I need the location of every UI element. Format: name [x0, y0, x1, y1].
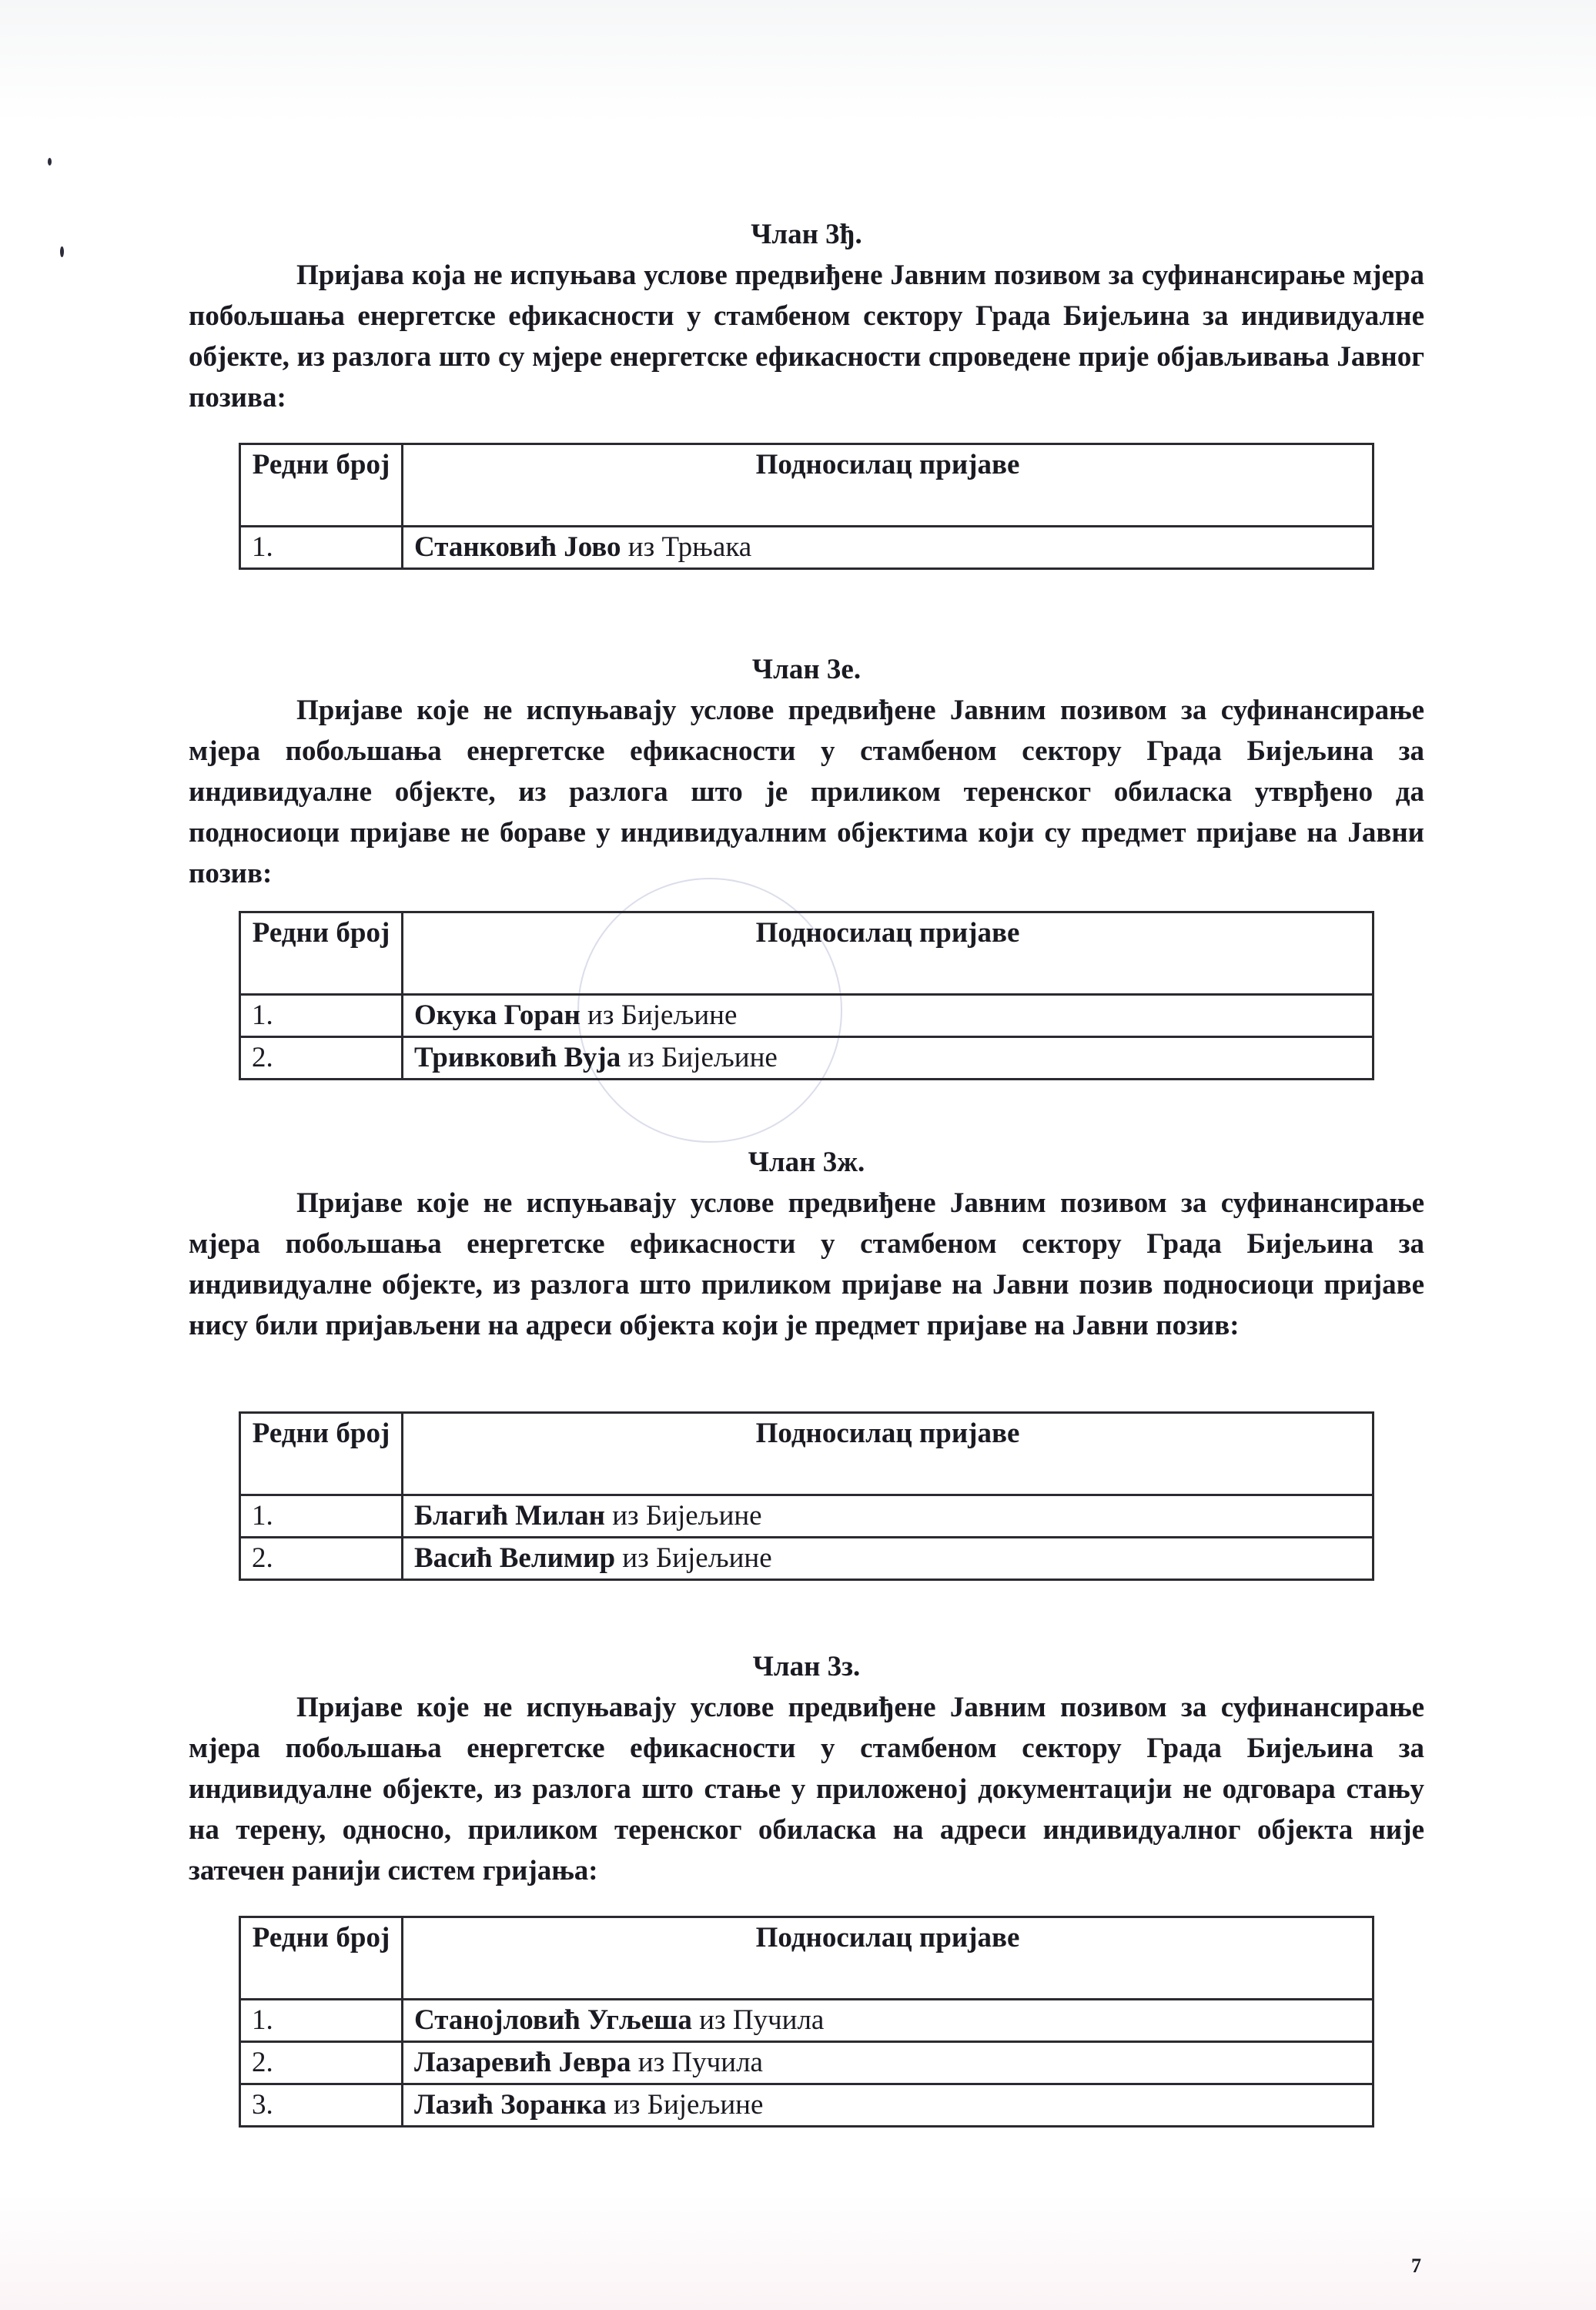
applicants-table	[239, 443, 1374, 570]
article-title: Члан 3з.	[752, 1651, 861, 1682]
table-row	[240, 2042, 1373, 2084]
applicant-name: Васић Велимир	[414, 1542, 616, 1574]
column-header-applicant: Подносилац пријаве	[403, 444, 1373, 527]
applicant-name: Станковић Јово	[414, 531, 621, 563]
column-header-number: Редни број	[240, 1917, 403, 2000]
article-3z	[189, 1650, 1424, 2121]
applicant-cell	[403, 2084, 1373, 2127]
applicant-name: Тривковић Вуја	[414, 1042, 621, 1073]
applicant-name: Окука Горан	[414, 999, 581, 1031]
article-title: Члан 3ђ.	[751, 219, 862, 250]
table-row	[240, 995, 1373, 1037]
article-3zh	[189, 1146, 1424, 1574]
article-body: Пријава која не испуњава услове предвиђене Јавним позивом за суфинансирање мјера побољшања енергетске ефикасности у стамбеном сектору Града Бијељина за индивидуалне објекте, из разлога што су мјере енергетске ефикасности спроведене прије објављивања Јавног позива:	[189, 259, 1424, 413]
column-header-number: Редни број	[240, 912, 403, 995]
applicant-name: Благић Милан	[414, 1500, 605, 1532]
applicants-table	[239, 1411, 1374, 1581]
table-row	[240, 2084, 1373, 2127]
column-header-number: Редни број	[240, 444, 403, 527]
scan-speck	[60, 246, 64, 257]
article-title: Члан 3ж.	[748, 1147, 865, 1178]
applicant-cell	[403, 2042, 1373, 2084]
applicant-cell	[403, 1495, 1373, 1538]
article-body: Пријаве које не испуњавају услове предвиђене Јавним позивом за суфинансирање мјера побољшања енергетске ефикасности у стамбеном сектору Града Бијељина за индивидуалне објекте, из разлога што приликом пријаве на Јавни позив подносиоци пријаве нису били пријављени на адреси објекта који је предмет пријаве на Јавни позив:	[189, 1187, 1424, 1341]
row-number: 2.	[240, 2042, 403, 2084]
applicant-name: Лазаревић Јевра	[414, 2047, 631, 2078]
applicant-place: из Пучила	[637, 2047, 763, 2078]
table-row	[240, 2000, 1373, 2042]
article-title: Члан 3е.	[751, 654, 862, 685]
applicant-place: из Трњака	[627, 531, 752, 563]
applicants-table	[239, 911, 1374, 1080]
applicant-place: из Пучила	[699, 2004, 825, 2036]
row-number: 1.	[240, 995, 403, 1037]
table-row	[240, 527, 1373, 569]
article-body: Пријаве које не испуњавају услове предвиђене Јавним позивом за суфинансирање мјера побољшања енергетске ефикасности у стамбеном сектору Града Бијељина за индивидуалне објекте, из разлога што стање у приложеној документацији не одговара стању на терену, односно, приликом теренског обиласка на адреси индивидуалног објекта није затечен ранији систем гријања:	[189, 1692, 1424, 1886]
column-header-applicant: Подносилац пријаве	[403, 1413, 1373, 1495]
article-3dj	[189, 218, 1424, 563]
row-number: 2.	[240, 1037, 403, 1080]
applicant-place: из Бијељине	[612, 1500, 762, 1532]
applicant-cell	[403, 1037, 1373, 1080]
applicant-name: Лазић Зоранка	[414, 2089, 607, 2121]
row-number: 1.	[240, 527, 403, 569]
column-header-applicant: Подносилац пријаве	[403, 1917, 1373, 2000]
applicant-cell	[403, 2000, 1373, 2042]
table-header-row	[240, 1413, 1373, 1495]
article-3e	[189, 653, 1424, 1073]
table-row	[240, 1495, 1373, 1538]
article-body: Пријаве које не испуњавају услове предвиђене Јавним позивом за суфинансирање мјера побољшања енергетске ефикасности у стамбеном сектору Града Бијељина за индивидуалне објекте, из разлога што је приликом теренског обиласка утврђено да подносиоци пријаве не бораве у индивидуалним објектима који су предмет пријаве на Јавни позив:	[189, 695, 1424, 889]
applicant-cell	[403, 995, 1373, 1037]
applicants-table	[239, 1916, 1374, 2128]
column-header-applicant: Подносилац пријаве	[403, 912, 1373, 995]
page-number: 7	[1411, 2255, 1421, 2277]
applicant-place: из Бијељине	[622, 1542, 772, 1574]
table-header-row	[240, 1917, 1373, 2000]
applicant-name: Станојловић Угљеша	[414, 2004, 692, 2036]
applicant-place: из Бијељине	[587, 999, 738, 1031]
table-header-row	[240, 444, 1373, 527]
applicant-place: из Бијељине	[627, 1042, 778, 1073]
row-number: 2.	[240, 1538, 403, 1580]
scan-speck	[48, 158, 52, 166]
column-header-number: Редни број	[240, 1413, 403, 1495]
table-row	[240, 1538, 1373, 1580]
row-number: 3.	[240, 2084, 403, 2127]
row-number: 1.	[240, 2000, 403, 2042]
applicant-place: из Бијељине	[614, 2089, 764, 2121]
applicant-cell	[403, 1538, 1373, 1580]
table-header-row	[240, 912, 1373, 995]
row-number: 1.	[240, 1495, 403, 1538]
applicant-cell	[403, 527, 1373, 569]
table-row	[240, 1037, 1373, 1080]
